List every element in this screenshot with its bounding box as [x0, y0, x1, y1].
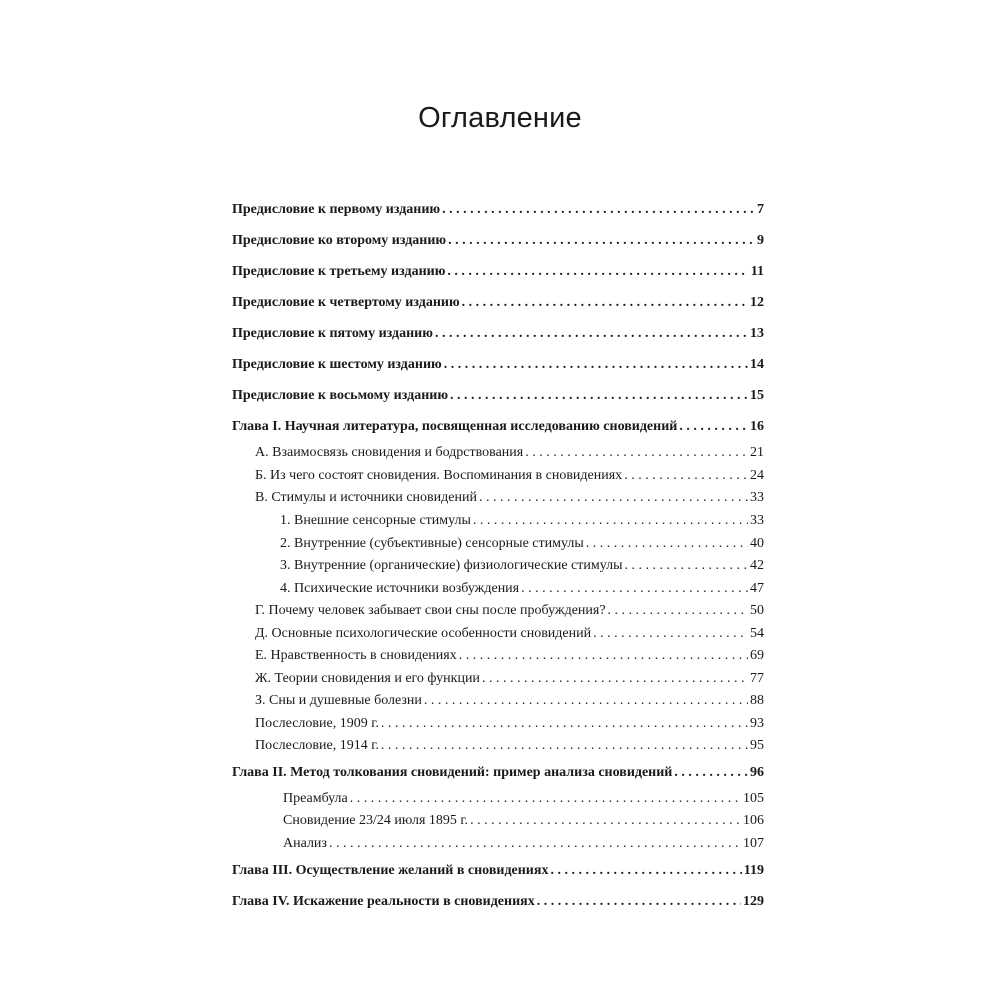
toc-leader-dots: [586, 536, 748, 552]
toc-entry-page: 42: [750, 558, 764, 573]
toc-entry-page: 11: [750, 264, 764, 279]
toc-entry-title: Г. Почему человек забывает свои сны после пробуждения?: [255, 603, 606, 618]
toc-leader-dots: [462, 295, 748, 311]
toc-entry-title: 2. Внутренние (субъективные) сенсорные стимулы: [280, 536, 584, 551]
toc-entry-title: Б. Из чего состоят сновидения. Воспоминания в сновидениях: [255, 468, 623, 483]
page-title: Оглавление: [418, 102, 582, 134]
toc-entry-page: 47: [750, 581, 764, 596]
toc-entry-afterword-1914: [255, 738, 764, 754]
toc-entry-page: 54: [750, 626, 764, 641]
toc-entry-title: Д. Основные психологические особенности сновидений: [255, 626, 592, 641]
toc-entry-preface-5: [232, 326, 764, 342]
toc-entry-page: 50: [750, 603, 764, 618]
toc-leader-dots: [679, 419, 748, 435]
toc-leader-dots: [424, 693, 748, 709]
toc-entry-title: Предисловие к четвертому изданию: [232, 295, 460, 310]
toc-entry-title: Предисловие к третьему изданию: [232, 264, 446, 279]
toc-entry-page: 14: [750, 357, 764, 372]
toc-entry-afterword-1909: [255, 716, 764, 732]
toc-leader-dots: [473, 513, 748, 529]
toc-entry-page: 69: [750, 648, 764, 663]
toc-entry-chapter-4: [232, 894, 764, 910]
toc-entry-chapter-2: [232, 765, 764, 781]
toc-entry-preface-2: [232, 233, 764, 249]
toc-entry-page: 93: [750, 716, 764, 731]
toc-leader-dots: [350, 791, 741, 807]
toc-entry-section-g: [255, 603, 764, 619]
toc-entry-section-z: [255, 693, 764, 709]
toc-entry-subsection-4: [280, 581, 764, 597]
toc-leader-dots: [624, 468, 748, 484]
toc-entry-page: 107: [743, 836, 764, 851]
toc-entry-page: 12: [750, 295, 764, 310]
toc-entry-title: Глава III. Осуществление желаний в сновидениях: [232, 863, 549, 878]
toc-leader-dots: [448, 233, 755, 249]
toc-entry-subsection-1: [280, 513, 764, 529]
toc-leader-dots: [442, 202, 755, 218]
toc-entry-page: 129: [743, 894, 764, 909]
toc-entry-preface-8: [232, 388, 764, 404]
toc-entry-title: Глава IV. Искажение реальности в сновидениях: [232, 894, 535, 909]
toc-entry-subsection-3: [280, 558, 764, 574]
toc-entry-title: 4. Психические источники возбуждения: [280, 581, 520, 596]
toc-entry-chapter-1: [232, 419, 764, 435]
toc-entry-title: Сновидение 23/24 июля 1895 г.: [283, 813, 469, 828]
toc-entry-title: Послесловие, 1909 г.: [255, 716, 379, 731]
toc-leader-dots: [482, 671, 748, 687]
toc-leader-dots: [479, 490, 748, 506]
toc-entry-title: Глава II. Метод толкования сновидений: пример анализа сновидений: [232, 765, 673, 780]
toc-leader-dots: [608, 603, 748, 619]
toc-entry-page: 13: [750, 326, 764, 341]
toc-entry-page: 16: [750, 419, 764, 434]
toc-entry-title: В. Стимулы и источники сновидений: [255, 490, 477, 505]
toc-entry-page: 24: [750, 468, 764, 483]
toc-entry-title: Глава I. Научная литература, посвященная исследованию сновидений: [232, 419, 678, 434]
toc-entry-preface-3: [232, 264, 764, 280]
toc-entry-subsection-2: [280, 536, 764, 552]
toc-entry-title: Предисловие к пятому изданию: [232, 326, 433, 341]
toc-leader-dots: [435, 326, 748, 342]
toc-entry-title: Предисловие ко второму изданию: [232, 233, 447, 248]
toc-leader-dots: [381, 738, 748, 754]
toc-leader-dots: [550, 863, 741, 879]
toc-entry-section-a: [255, 445, 764, 461]
toc-entry-title: Ж. Теории сновидения и его функции: [255, 671, 480, 686]
toc-leader-dots: [521, 581, 748, 597]
toc-entry-preface-6: [232, 357, 764, 373]
toc-entry-section-e: [255, 648, 764, 664]
toc-entry-page: 15: [750, 388, 764, 403]
toc-leader-dots: [459, 648, 748, 664]
toc-entry-page: 96: [750, 765, 764, 780]
toc-leader-dots: [525, 445, 748, 461]
toc-entry-chapter-3: [232, 863, 764, 879]
toc-entry-section-b: [255, 468, 764, 484]
toc-leader-dots: [470, 813, 741, 829]
toc-leader-dots: [593, 626, 748, 642]
toc-entry-section-v: [255, 490, 764, 506]
toc-leader-dots: [674, 765, 748, 781]
toc-entry-title: Предисловие к шестому изданию: [232, 357, 442, 372]
toc-entry-title: Послесловие, 1914 г.: [255, 738, 379, 753]
toc-entry-section-d: [255, 626, 764, 642]
toc-entry-page: 88: [750, 693, 764, 708]
toc-entry-page: 33: [750, 513, 764, 528]
toc-entry-section-zh: [255, 671, 764, 687]
toc-leader-dots: [625, 558, 748, 574]
toc-entry-preface-4: [232, 295, 764, 311]
toc-entry-title: 3. Внутренние (органические) физиологические стимулы: [280, 558, 623, 573]
toc-entry-title: А. Взаимосвязь сновидения и бодрствования: [255, 445, 524, 460]
toc-entry-page: 119: [743, 863, 764, 878]
toc-entry-page: 7: [757, 202, 764, 217]
toc-leader-dots: [447, 264, 748, 280]
toc-entry-title: Анализ: [283, 836, 327, 851]
toc-leader-dots: [381, 716, 748, 732]
toc-entry-preface-1: [232, 202, 764, 218]
toc-entry-title: З. Сны и душевные болезни: [255, 693, 422, 708]
toc-entry-page: 105: [743, 791, 764, 806]
toc-entry-title: Предисловие к первому изданию: [232, 202, 441, 217]
toc-entry-preamble: [283, 791, 764, 807]
toc-entry-page: 106: [743, 813, 764, 828]
toc-entry-page: 95: [750, 738, 764, 753]
toc-entry-page: 77: [750, 671, 764, 686]
toc-entry-title: Предисловие к восьмому изданию: [232, 388, 449, 403]
toc-entry-dream-1895: [283, 813, 764, 829]
toc-leader-dots: [450, 388, 748, 404]
toc-entry-title: 1. Внешние сенсорные стимулы: [280, 513, 471, 528]
toc-leader-dots: [329, 836, 741, 852]
toc-entry-analysis: [283, 836, 764, 852]
toc-entry-page: 9: [757, 233, 764, 248]
toc-entry-page: 33: [750, 490, 764, 505]
toc-leader-dots: [537, 894, 741, 910]
toc-entry-page: 40: [750, 536, 764, 551]
toc-leader-dots: [444, 357, 748, 373]
toc-entry-title: Е. Нравственность в сновидениях: [255, 648, 457, 663]
toc-entry-page: 21: [750, 445, 764, 460]
toc-entry-title: Преамбула: [283, 791, 348, 806]
